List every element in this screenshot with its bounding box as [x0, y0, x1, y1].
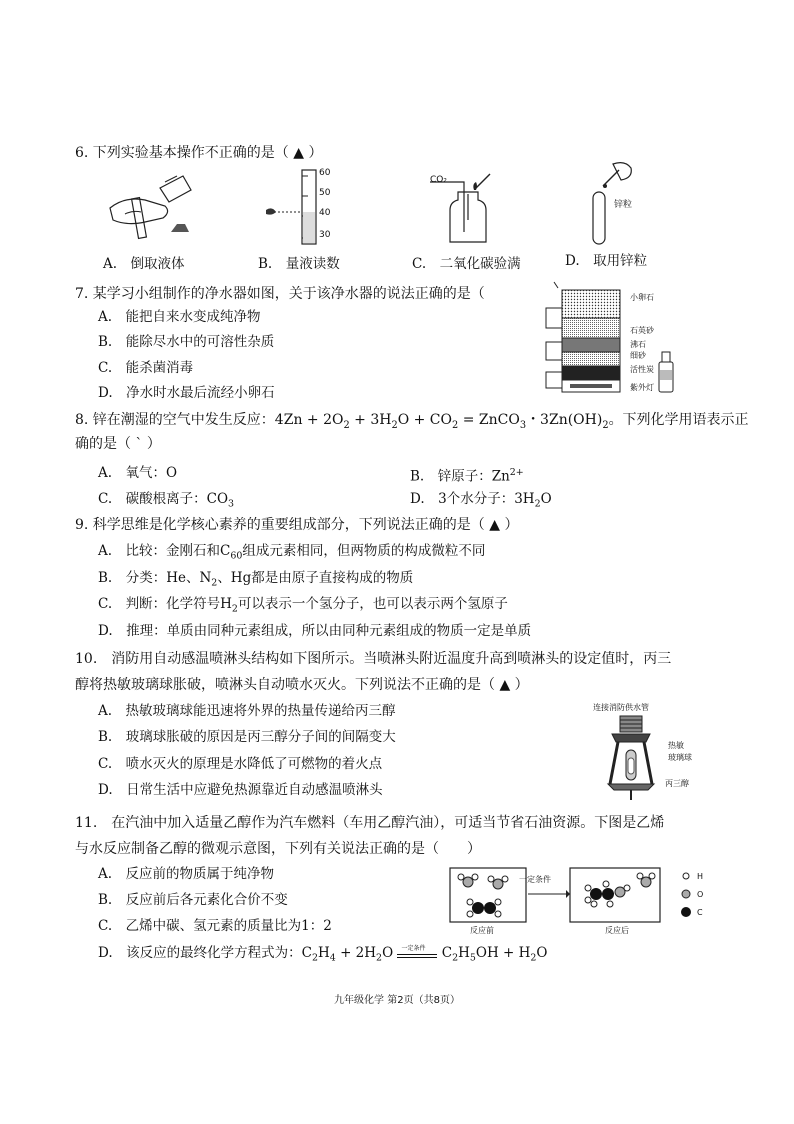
q7-fig-label: 活性炭: [630, 365, 654, 374]
ethanol-molecule: [585, 881, 630, 907]
q7-option-d: D. 净水时水最后流经小卵石: [98, 385, 275, 401]
q11-option-b: B. 反应前后各元素化合价不变: [98, 892, 288, 908]
q11-fig-before-label: 反应前: [470, 926, 494, 935]
q7-stem: 7. 某学习小组制作的净水器如图，关于该净水器的说法正确的是（: [75, 286, 485, 302]
water-molecule: [637, 873, 655, 887]
water-molecule: [488, 876, 508, 889]
q11-equation-condition: 一定条件: [401, 944, 426, 952]
q7-water-purifier-figure: [540, 280, 630, 396]
q11-legend-h: H: [697, 872, 704, 881]
q10-fig-title: 连接消防供水管: [593, 703, 649, 712]
q10-stem-line2: 醇将热敏玻璃球胀破，喷淋头自动喷水灭火。下列说法不正确的是（ ▲ ）: [75, 677, 529, 693]
q6-fig-b-tick: 60: [319, 168, 331, 178]
q9-option-d: D. 推理：单质由同种元素组成，所以由同种元素组成的物质一定是单质: [98, 623, 532, 639]
q11-fig-after-label: 反应后: [605, 926, 629, 935]
q11-legend-o: O: [697, 890, 704, 899]
q9-option-b: B. 分类：He、$N_2$、Hg都是由原子直接构成的物质: [98, 570, 414, 589]
q6-fig-c-label: CO₂: [430, 175, 447, 185]
q6-fig-b-tick: 50: [319, 188, 331, 198]
q10-fig-label: 热敏: [668, 741, 684, 750]
q9-stem: 9. 科学思维是化学核心素养的重要组成部分，下列说法正确的是（ ▲ ）: [75, 517, 519, 533]
q10-option-a: A. 热敏玻璃球能迅速将外界的热量传递给丙三醇: [98, 703, 396, 719]
q10-sprinkler-figure: [598, 714, 668, 802]
q11-option-d: D. 该反应的最终化学方程式为：$C_2H_4 + 2H_2O$ 一定条件 $C_2H_5OH + H_2O$: [98, 945, 548, 967]
q7-option-b: B. 能除尽水中的可溶性杂质: [98, 334, 275, 350]
q7-option-a: A. 能把自来水变成纯净物: [98, 309, 261, 325]
ethylene-molecule: [467, 899, 501, 917]
q10-option-c: C. 喷水灭火的原理是水降低了可燃物的着火点: [98, 756, 383, 772]
q11-option-a: A. 反应前的物质属于纯净物: [98, 866, 275, 882]
q8-option-c: C. 碳酸根离子：$CO_3$: [98, 491, 235, 510]
q6-option-b: B. 量液读数: [258, 256, 340, 272]
q6-fig-b-tick: 30: [319, 230, 331, 240]
q7-fig-label: 细砂: [630, 351, 646, 360]
q11-option-c: C. 乙烯中碳、氢元素的质量比为1：2: [98, 918, 332, 934]
q6-option-d: D. 取用锌粒: [565, 253, 648, 269]
q6-figure-a: [105, 168, 195, 246]
q10-fig-label: 丙三醇: [665, 779, 689, 788]
q7-fig-label: 紫外灯: [630, 383, 654, 392]
water-molecule: [458, 874, 478, 887]
q10-stem-line1: 10. 消防用自动感温喷淋头结构如下图所示。当喷淋头附近温度升高到喷淋头的设定值时，丙三: [75, 651, 672, 667]
q10-option-b: B. 玻璃球胀破的原因是丙三醇分子间的间隔变大: [98, 729, 396, 745]
q8-option-b: B. 锌原子：$Zn^{2+}$: [410, 467, 524, 485]
q7-fig-label: 小卵石: [630, 293, 654, 302]
q8-option-d: D. 3个水分子：$3H_2O$: [410, 491, 552, 510]
q9-option-a: A. 比较：金刚石和$C_{60}$组成元素相同，但两物质的构成微粒不同: [98, 543, 486, 562]
q6-fig-d-label: 锌粒: [614, 200, 633, 210]
q10-fig-label: 玻璃球: [668, 753, 692, 762]
q10-option-d: D. 日常生活中应避免热源靠近自动感温喷淋头: [98, 782, 383, 798]
page-footer: 九年级化学 第2页（共8页）: [334, 995, 460, 1006]
q11-fig-condition: 一定条件: [519, 875, 551, 884]
q7-option-c: C. 能杀菌消毒: [98, 360, 194, 376]
q7-bottle-icon: [655, 348, 677, 394]
q6-stem: 6. 下列实验基本操作不正确的是（ ▲ ）: [75, 145, 323, 161]
q6-option-a: A. 倒取液体: [103, 256, 185, 272]
q11-stem-line2: 与水反应制备乙醇的微观示意图，下列有关说法正确的是（ ）: [75, 841, 481, 857]
q8-option-a: A. 氧气：O: [98, 465, 178, 481]
q11-stem-line1: 11. 在汽油中加入适量乙醇作为汽车燃料（车用乙醇汽油），可适当节省石油资源。下图是乙烯: [75, 815, 665, 831]
q11-legend-c: C: [697, 908, 703, 917]
q7-fig-label: 沸石: [630, 340, 646, 349]
q6-option-c: C. 二氧化碳验满: [412, 256, 521, 272]
q9-option-c: C. 判断：化学符号$H_2$可以表示一个氢分子，也可以表示两个氢原子: [98, 596, 508, 615]
q6-fig-b-tick: 40: [319, 208, 331, 218]
q7-fig-label: 石英砂: [630, 326, 654, 335]
q8-stem-line1: 8. 锌在潮湿的空气中发生反应：$4Zn + 2O_2 + 3H_2O + CO_2$ = ZnCO$_3$・$3Zn(OH)_2$。下列化学用语表示正: [75, 412, 749, 431]
q8-stem-line2: 确的是（ ˋ ）: [75, 436, 161, 452]
